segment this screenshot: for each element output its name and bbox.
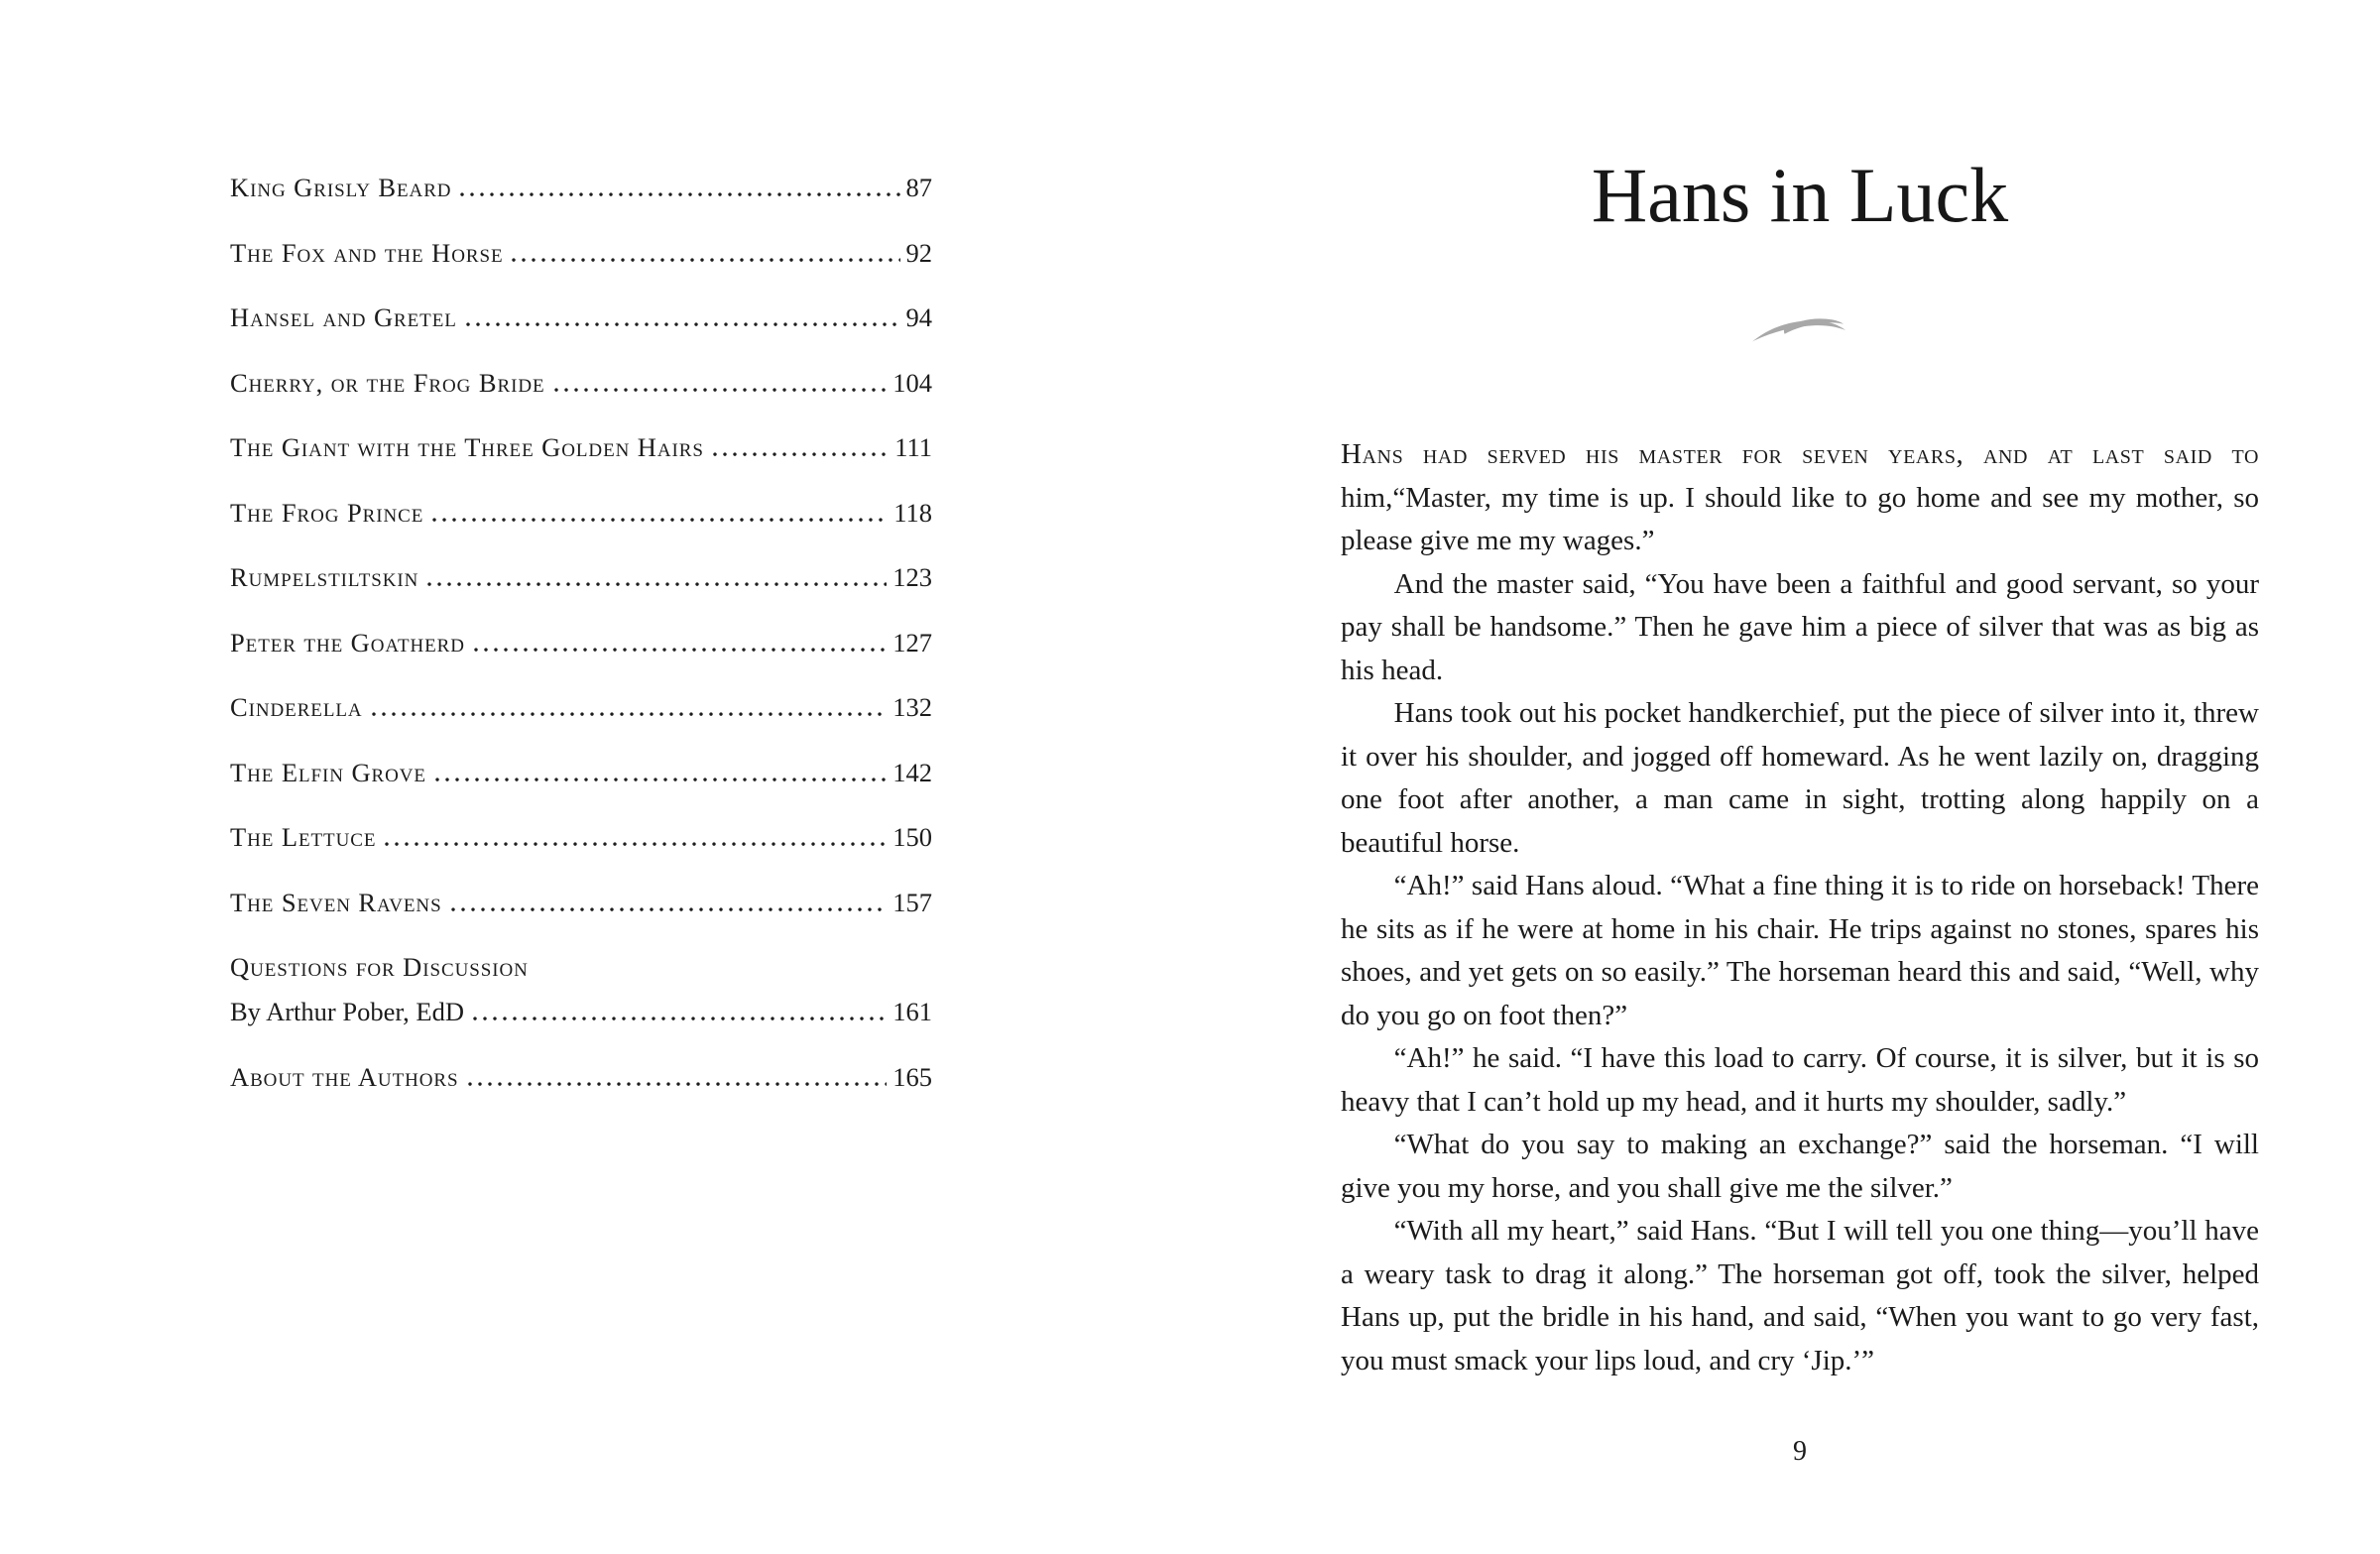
toc-entry-row bbox=[230, 432, 932, 462]
toc-entry-page-number: 111 bbox=[894, 432, 932, 462]
toc-entry bbox=[230, 628, 932, 657]
toc-entry-row bbox=[230, 368, 932, 398]
chapter-title: Hans in Luck bbox=[1591, 152, 2009, 238]
toc-entry-title: The Fox and the Horse bbox=[230, 237, 504, 268]
toc-entry-page-number: 142 bbox=[892, 757, 932, 787]
toc-entry-title: The Giant with the Three Golden Hairs bbox=[230, 432, 704, 462]
toc-entry bbox=[230, 368, 932, 398]
story-paragraph: “Ah!” he said. “I have this load to carry. Of course, it is silver, but it is so heavy that I can’t hold up my head, and it hurts my shoulder, sadly.” bbox=[1341, 1042, 2259, 1118]
toc-entry-row bbox=[230, 498, 932, 528]
story-paragraph: And the master said, “You have been a faithful and good servant, so your pay shall be handsome.” Then he gave him a piece of silver that was as big as his head. bbox=[1341, 567, 2259, 686]
toc-entry-page-number: 87 bbox=[905, 173, 932, 202]
toc-entry-page-number: 104 bbox=[892, 367, 932, 398]
dot-leader bbox=[512, 258, 899, 262]
dot-leader bbox=[713, 452, 889, 456]
toc-entry bbox=[230, 1062, 932, 1092]
toc-entry-page-number: 161 bbox=[892, 997, 932, 1026]
toc-entry-title: By Arthur Pober, EdD bbox=[230, 997, 464, 1026]
story-paragraph: “With all my heart,” said Hans. “But I will tell you one thing—you’ll have a weary task to drag it along.” The horseman got off, took the silver, helped Hans up, put the bridle in his hand, and said, “When you want to go very fast, you must smack your lips loud, and cry ‘Jip.’” bbox=[1341, 1215, 2259, 1376]
dot-leader bbox=[385, 842, 887, 846]
table-of-contents bbox=[230, 173, 932, 1127]
dot-leader bbox=[554, 388, 888, 392]
toc-entry-title: Rumpelstiltskin bbox=[230, 562, 419, 592]
dot-leader bbox=[427, 582, 887, 586]
toc-entry-title: Cherry, or the Frog Bride bbox=[230, 367, 545, 398]
dot-leader bbox=[372, 712, 888, 716]
swoosh-ornament-icon bbox=[1341, 313, 2259, 345]
toc-entry-row bbox=[230, 173, 932, 202]
toc-entry-title: Peter the Goatherd bbox=[230, 627, 465, 657]
story-paragraph: “What do you say to making an exchange?” said the horseman. “I will give you my horse, and you shall give me the silver.” bbox=[1341, 1129, 2259, 1204]
story-body bbox=[1341, 433, 2259, 1382]
dot-leader bbox=[435, 777, 887, 781]
toc-entry-page-number: 92 bbox=[905, 237, 932, 268]
toc-entry-title: Cinderella bbox=[230, 692, 363, 722]
toc-entry-title: The Elfin Grove bbox=[230, 757, 426, 787]
toc-entry-title: King Grisly Beard bbox=[230, 173, 452, 202]
story-paragraph: Hans had served his master for seven years, and at last said to him,“Master, my time is up. I should like to go home and see my mother, so please give me my wages.” bbox=[1341, 438, 2259, 556]
toc-entry bbox=[230, 822, 932, 852]
toc-entry-row bbox=[230, 997, 932, 1026]
toc-entry-title: The Lettuce bbox=[230, 822, 377, 852]
toc-entry-title: Hansel and Gretel bbox=[230, 302, 457, 332]
toc-entry-row bbox=[230, 692, 932, 722]
swoosh-ornament-svg bbox=[1752, 313, 1847, 345]
toc-entry-row bbox=[230, 1062, 932, 1092]
toc-entry-row bbox=[230, 628, 932, 657]
dot-leader bbox=[466, 322, 900, 326]
toc-entry-page-number: 118 bbox=[893, 497, 932, 528]
toc-entry bbox=[230, 173, 932, 202]
toc-entry-page-number: 127 bbox=[892, 627, 932, 657]
dot-leader bbox=[460, 192, 899, 196]
toc-entry bbox=[230, 758, 932, 787]
dot-leader bbox=[468, 1082, 888, 1086]
toc-entry-row bbox=[230, 888, 932, 917]
dot-leader bbox=[432, 518, 888, 522]
toc-entry-row bbox=[230, 758, 932, 787]
dot-leader bbox=[451, 907, 888, 911]
page-number: 9 bbox=[1793, 1436, 1807, 1467]
small-caps-lead-in: Hans had served his master for seven years, and at last said to bbox=[1341, 438, 2259, 470]
toc-entry-row bbox=[230, 822, 932, 852]
dot-leader bbox=[474, 648, 887, 652]
toc-entry-title: The Frog Prince bbox=[230, 497, 424, 528]
toc-entry-page-number: 94 bbox=[905, 302, 932, 332]
toc-entry bbox=[230, 692, 932, 722]
dot-leader bbox=[473, 1016, 887, 1020]
toc-entry-row bbox=[230, 562, 932, 592]
story-paragraph: “Ah!” said Hans aloud. “What a fine thing it is to ride on horseback! There he sits as if he were at home in his chair. He trips against no stones, spares his shoes, and yet gets on so easily.” The horseman heard this and said, “Well, why do you go on foot then?” bbox=[1341, 870, 2259, 1031]
toc-entry-page-number: 165 bbox=[892, 1061, 932, 1092]
toc-entry bbox=[230, 238, 932, 268]
toc-entry-title: About the Authors bbox=[230, 1061, 459, 1092]
story-paragraph: Hans took out his pocket handkerchief, put the piece of silver into it, threw it over his shoulder, and jogged off homeward. As he went lazily on, dragging one foot after another, a man came in sight, trotting along happily on a beautiful horse. bbox=[1341, 697, 2259, 859]
toc-entry bbox=[230, 302, 932, 332]
toc-entry-page-number: 150 bbox=[892, 822, 932, 852]
toc-entry-title: The Seven Ravens bbox=[230, 887, 442, 917]
toc-entry-page-number: 123 bbox=[892, 562, 932, 592]
story-page bbox=[1190, 0, 2380, 1554]
toc-entry bbox=[230, 952, 932, 1026]
toc-entry bbox=[230, 888, 932, 917]
toc-entry-page-number: 132 bbox=[892, 692, 932, 722]
toc-entry-heading: Questions for Discussion bbox=[230, 952, 529, 982]
toc-entry-page-number: 157 bbox=[892, 887, 932, 917]
toc-entry bbox=[230, 562, 932, 592]
toc-entry bbox=[230, 498, 932, 528]
toc-entry-row bbox=[230, 238, 932, 268]
toc-entry bbox=[230, 432, 932, 462]
toc-entry-row bbox=[230, 302, 932, 332]
